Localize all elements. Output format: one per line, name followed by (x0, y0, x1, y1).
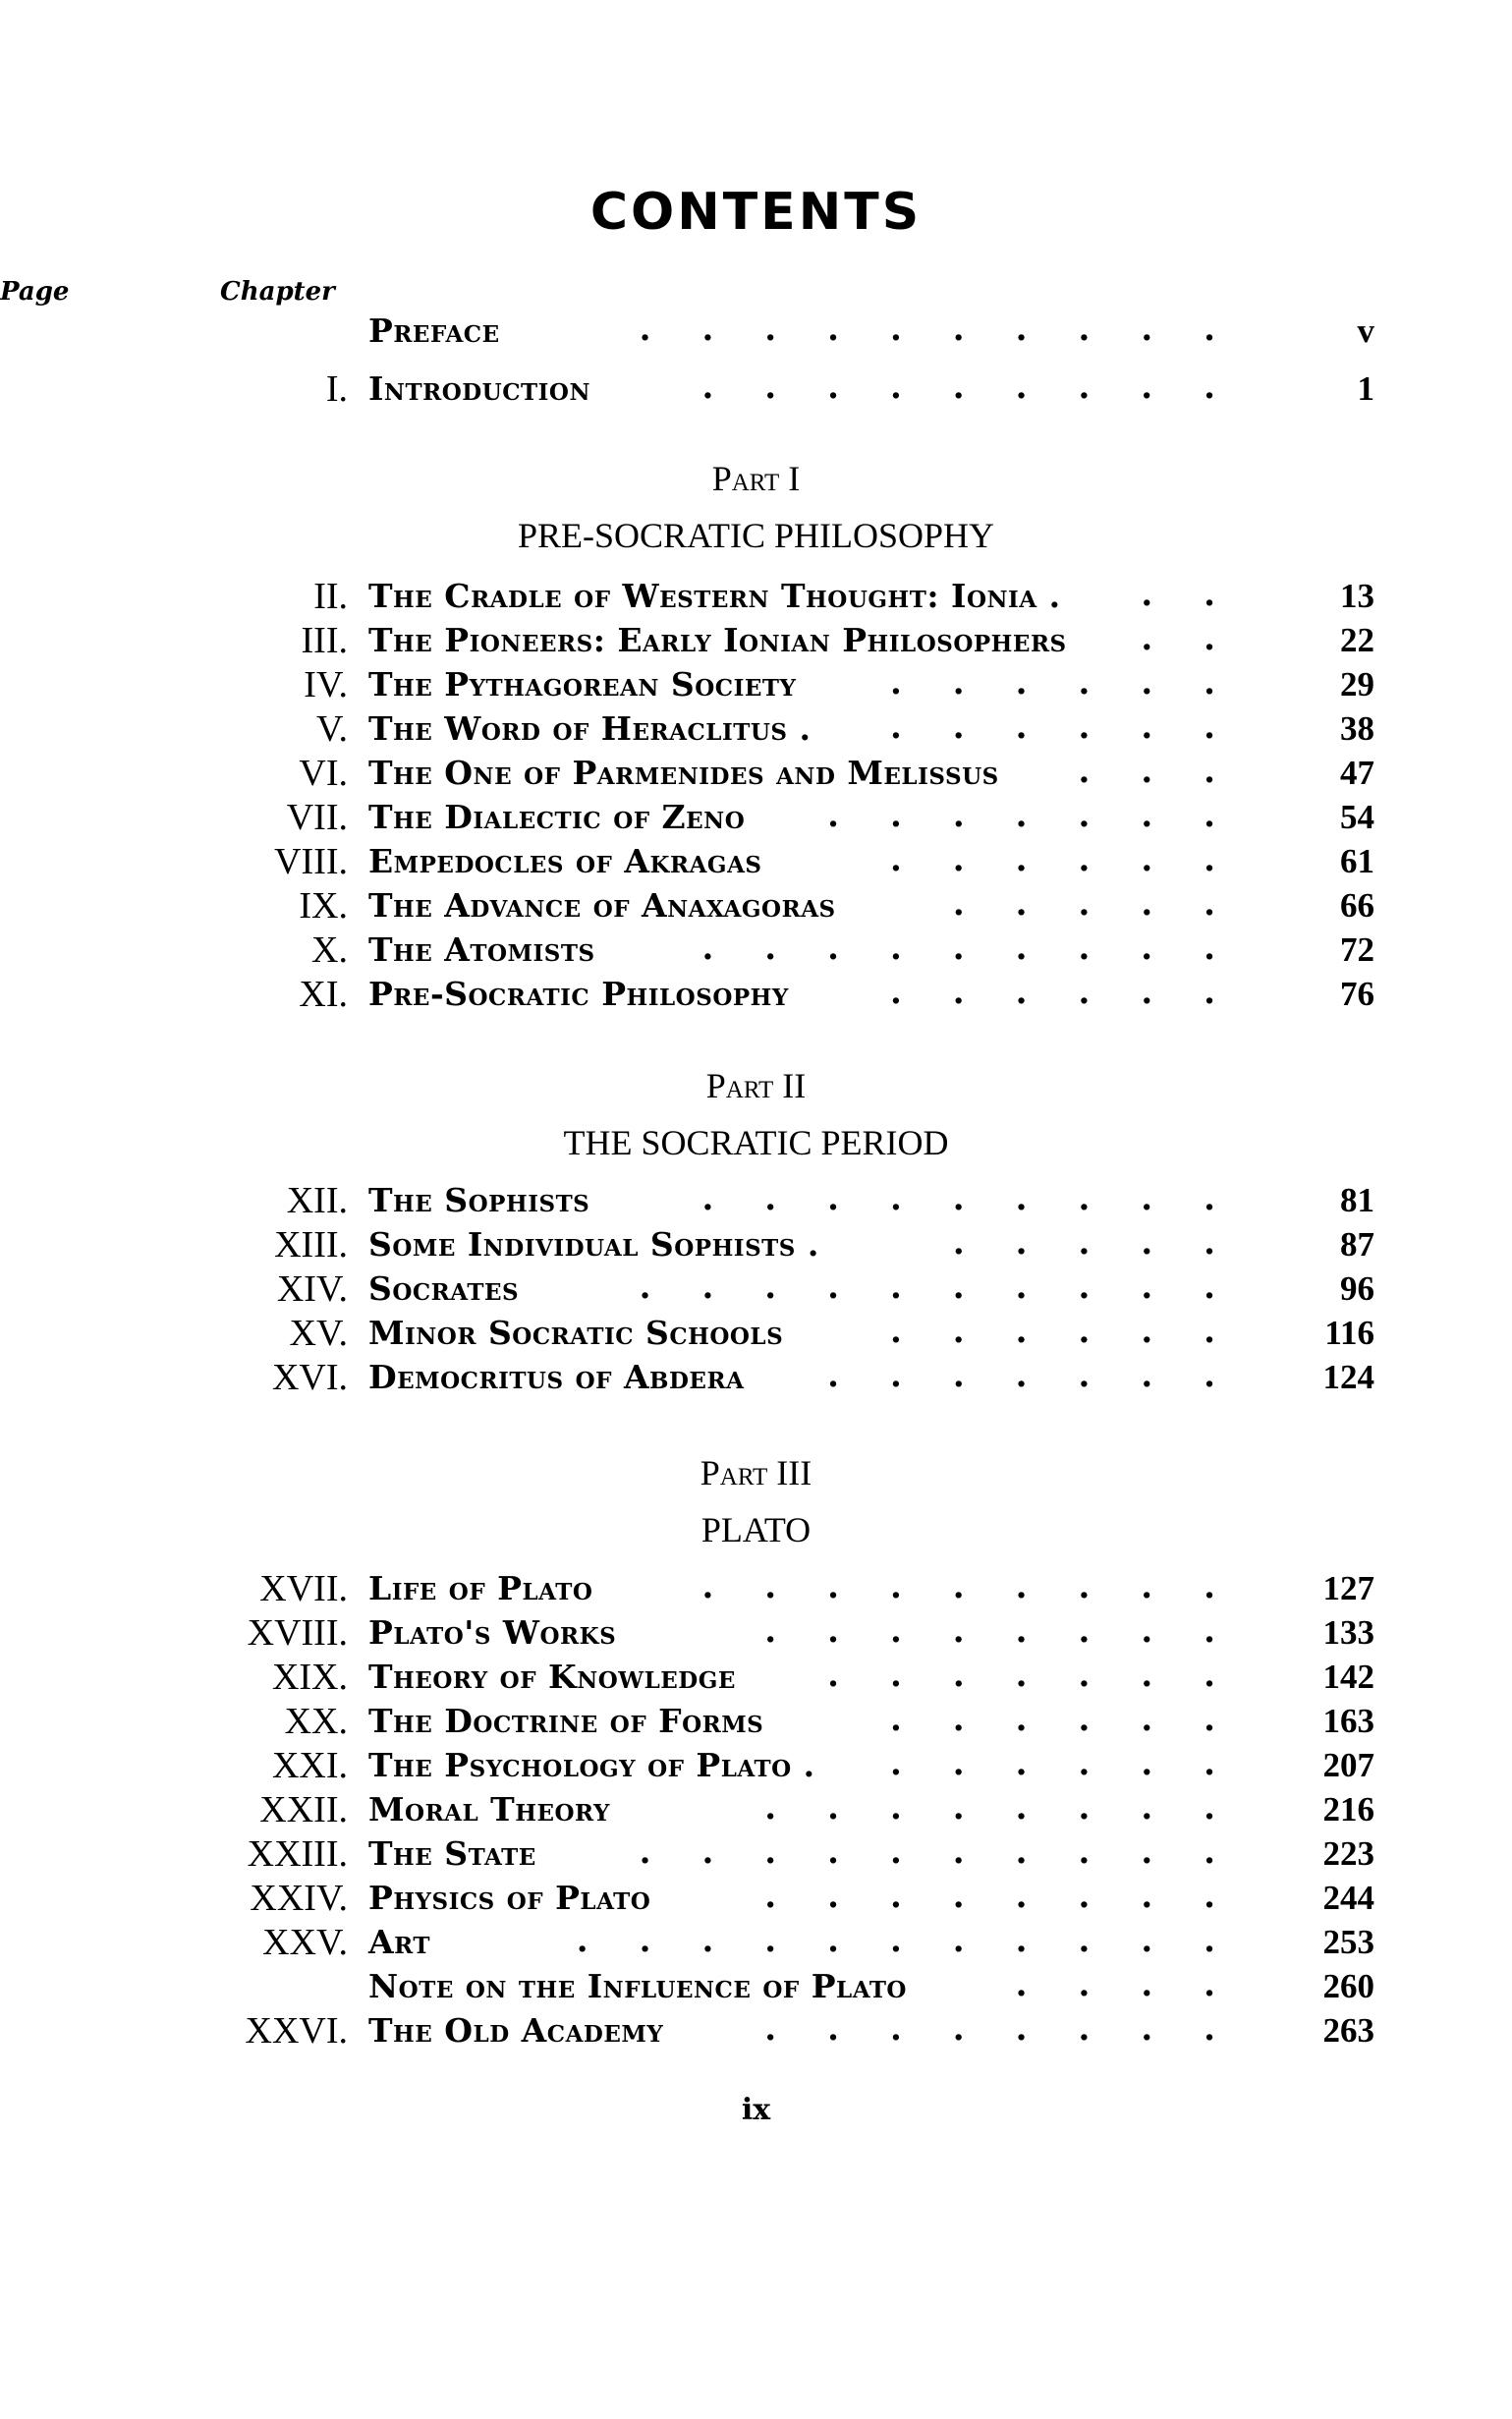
chapter-title: Physics of Plato (368, 1879, 651, 1917)
leader-dots: ... (1078, 752, 1266, 791)
leader-dots: ....... (827, 1356, 1266, 1395)
chapter-number: XV. (289, 1313, 348, 1354)
leader-dots: ....... (827, 1656, 1266, 1695)
page-ref: 66 (1340, 886, 1374, 925)
chapter-number: IV. (304, 664, 348, 705)
toc-entry[interactable] (0, 1611, 1512, 1655)
leader-dots: .......... (639, 1832, 1266, 1872)
page-column-header: Page (0, 277, 70, 307)
page-ref: 87 (1340, 1225, 1374, 1264)
page-ref: 38 (1340, 709, 1374, 748)
toc-entry[interactable] (0, 884, 1512, 928)
page-ref: 13 (1340, 577, 1374, 615)
toc-entry[interactable] (0, 1223, 1512, 1266)
leader-dots: ...... (889, 1744, 1266, 1783)
page-ref: 142 (1322, 1658, 1374, 1696)
page-ref: v (1357, 311, 1374, 350)
leader-dots: ......... (701, 367, 1266, 407)
toc-entry[interactable] (0, 1267, 1512, 1311)
toc-entry[interactable] (0, 2009, 1512, 2053)
chapter-number: XX. (284, 1701, 348, 1742)
toc-entry[interactable] (0, 796, 1512, 839)
leader-dots: ...... (889, 840, 1266, 879)
chapter-number: X. (311, 929, 348, 971)
page-ref: 244 (1322, 1879, 1374, 1917)
toc-entry[interactable] (0, 1312, 1512, 1355)
chapter-title: The State (368, 1834, 536, 1873)
chapter-title: The Pythagorean Society (368, 665, 797, 703)
part-label: Part III (700, 1453, 812, 1492)
leader-dots: ........ (764, 1611, 1266, 1651)
page-ref: 47 (1340, 754, 1374, 792)
leader-dots: ........ (764, 1877, 1266, 1916)
leader-dots: ...... (889, 1312, 1266, 1351)
chapter-number: XXV. (262, 1922, 348, 1963)
chapter-number: II. (313, 576, 348, 617)
leader-dots: ........ (764, 2009, 1266, 2049)
leader-dots: .......... (639, 1267, 1266, 1307)
chapter-number: XVI. (271, 1357, 348, 1398)
toc-entry[interactable] (0, 1832, 1512, 1876)
page-ref: 260 (1322, 1967, 1374, 2005)
leader-dots: .. (1141, 619, 1266, 658)
toc-entry[interactable] (0, 1877, 1512, 1920)
leader-dots: .... (1015, 1965, 1266, 2004)
leader-dots: ...... (889, 973, 1266, 1012)
page-ref: 116 (1324, 1314, 1374, 1352)
chapter-title: The Dialectic of Zeno (368, 798, 746, 836)
leader-dots: ....... (827, 796, 1266, 835)
part-label: Part II (705, 1066, 807, 1105)
page-ref: 163 (1322, 1702, 1374, 1740)
leader-dots: ......... (701, 1567, 1266, 1606)
chapter-number: XXIV. (250, 1878, 348, 1919)
page-ref: 72 (1340, 930, 1374, 969)
chapter-title: Minor Socratic Schools (368, 1314, 784, 1352)
chapter-number: VII. (286, 797, 348, 838)
page-ref: 96 (1340, 1269, 1374, 1308)
chapter-number: XVII. (259, 1568, 348, 1609)
leader-dots: ...... (889, 1700, 1266, 1739)
toc-entry[interactable] (0, 1567, 1512, 1610)
page-ref: 133 (1322, 1613, 1374, 1652)
toc-entry[interactable] (0, 1965, 1512, 2008)
page-ref: 54 (1340, 798, 1374, 836)
toc-entry[interactable] (0, 752, 1512, 795)
part-heading: PRE-SOCRATIC PHILOSOPHY (517, 516, 995, 555)
toc-entry[interactable] (0, 309, 1512, 353)
chapter-title: The Doctrine of Forms (368, 1702, 764, 1740)
chapter-number: XVIII. (247, 1612, 348, 1654)
page-ref: 253 (1322, 1923, 1374, 1961)
toc-entry[interactable] (0, 840, 1512, 883)
part-label: Part I (711, 459, 801, 498)
toc-entry[interactable] (0, 619, 1512, 662)
leader-dots: .. (1141, 575, 1266, 614)
toc-entry[interactable] (0, 663, 1512, 706)
page-ref: 22 (1340, 621, 1374, 659)
chapter-title: The Pioneers: Early Ionian Philosophers (368, 621, 1067, 659)
toc-entry[interactable] (0, 973, 1512, 1016)
chapter-title: Pre-Socratic Philosophy (368, 975, 789, 1013)
chapter-title: Art (368, 1923, 430, 1961)
toc-entry[interactable] (0, 367, 1512, 411)
chapter-title: Some Individual Sophists . (368, 1225, 819, 1264)
chapter-number: VIII. (274, 841, 348, 882)
chapter-title: Moral Theory (368, 1790, 610, 1828)
chapter-number: XIV. (276, 1268, 348, 1310)
chapter-title: Democritus of Abdera (368, 1358, 745, 1396)
part-heading: PLATO (700, 1510, 812, 1549)
chapter-title: Empedocles of Akragas (368, 842, 762, 880)
chapter-title: Theory of Knowledge (368, 1658, 736, 1696)
chapter-number: VI. (299, 753, 348, 794)
page-number: ix (741, 2093, 771, 2127)
toc-entry[interactable] (0, 1788, 1512, 1831)
page-ref: 263 (1322, 2011, 1374, 2050)
part-heading: THE SOCRATIC PERIOD (563, 1123, 949, 1162)
chapter-title: Introduction (368, 369, 590, 408)
chapter-number: IX. (299, 885, 348, 927)
chapter-number: III. (301, 620, 348, 661)
chapter-title: Socrates (368, 1269, 520, 1308)
page-ref: 124 (1322, 1358, 1374, 1396)
chapter-number: XXVI. (245, 2010, 348, 2052)
leader-dots: ........ (764, 1788, 1266, 1828)
chapter-number: XII. (286, 1180, 348, 1221)
chapter-number: XXI. (271, 1745, 348, 1786)
chapter-title: Preface (368, 311, 500, 350)
chapter-number: XIII. (274, 1224, 348, 1266)
chapter-number: XIX. (271, 1657, 348, 1698)
page-ref: 127 (1322, 1569, 1374, 1607)
page-title: CONTENTS (589, 183, 923, 242)
leader-dots: ..... (952, 1223, 1266, 1263)
leader-dots: ...... (889, 663, 1266, 703)
chapter-title: The Atomists (368, 930, 595, 969)
toc-entry[interactable] (0, 1921, 1512, 1964)
chapter-number: XI. (299, 974, 348, 1015)
toc-entry[interactable] (0, 1744, 1512, 1787)
chapter-title: Note on the Influence of Plato (368, 1967, 907, 2005)
chapter-title: Plato's Works (368, 1613, 617, 1652)
page-ref: 1 (1357, 369, 1374, 408)
toc-entry[interactable] (0, 1356, 1512, 1399)
chapter-number: V. (315, 708, 348, 750)
toc-entry[interactable] (0, 1700, 1512, 1743)
leader-dots: ...... (889, 707, 1266, 747)
chapter-title: The Advance of Anaxagoras (368, 886, 836, 925)
chapter-title: Life of Plato (368, 1569, 593, 1607)
page-ref: 61 (1340, 842, 1374, 880)
toc-entry[interactable] (0, 1656, 1512, 1699)
page-ref: 81 (1340, 1181, 1374, 1219)
chapter-number: XXII. (259, 1789, 348, 1830)
toc-entry[interactable] (0, 928, 1512, 972)
leader-dots: ..... (952, 884, 1266, 924)
page-ref: 207 (1322, 1746, 1374, 1784)
page-ref: 216 (1322, 1790, 1374, 1828)
toc-entry[interactable] (0, 1179, 1512, 1222)
toc-entry[interactable] (0, 575, 1512, 618)
chapter-title: The Sophists (368, 1181, 590, 1219)
chapter-title: The Cradle of Western Thought: Ionia . (368, 577, 1061, 615)
leader-dots: ......... (701, 928, 1266, 968)
toc-entry[interactable] (0, 707, 1512, 751)
chapter-number: XXIII. (247, 1833, 348, 1875)
leader-dots: ........... (576, 1921, 1266, 1960)
chapter-title: The Word of Heraclitus . (368, 709, 812, 748)
page-ref: 29 (1340, 665, 1374, 703)
page-ref: 76 (1340, 975, 1374, 1013)
leader-dots: .......... (639, 309, 1266, 349)
page-ref: 223 (1322, 1834, 1374, 1873)
leader-dots: ......... (701, 1179, 1266, 1218)
chapter-title: The One of Parmenides and Melissus (368, 754, 999, 792)
chapter-title: The Old Academy (368, 2011, 664, 2050)
chapter-title: The Psychology of Plato . (368, 1746, 815, 1784)
chapter-number: I. (325, 368, 348, 410)
chapter-column-header: Chapter (220, 277, 335, 307)
